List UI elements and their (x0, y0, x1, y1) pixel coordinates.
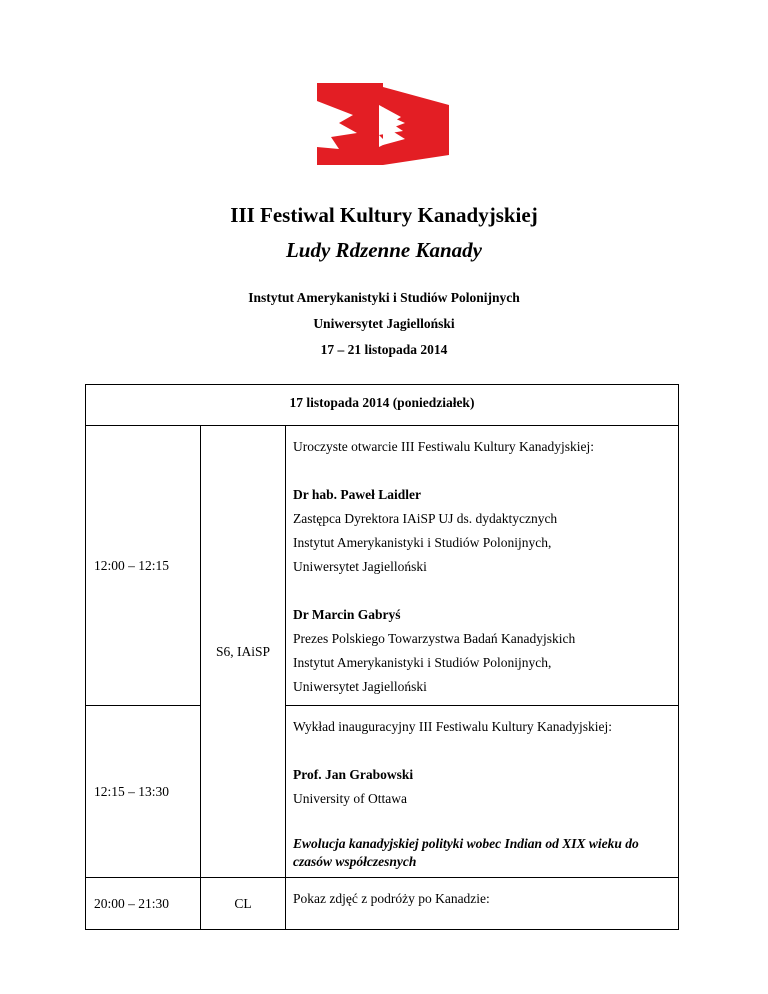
day-heading-row (86, 385, 679, 426)
event-description (286, 706, 679, 878)
table-row (86, 426, 679, 706)
university-name: Uniwersytet Jagielloński (313, 316, 455, 331)
festival-dates: 17 – 21 listopada 2014 (320, 342, 448, 357)
program-table (85, 384, 679, 930)
time-slot: 12:00 – 12:15 (86, 426, 201, 706)
institute-name: Instytut Amerykanistyki i Studiów Polonijnych (248, 290, 520, 305)
event-intro: Wykład inauguracyjny III Festiwalu Kultury Kanadyjskiej: (293, 719, 612, 734)
time-slot: 12:15 – 13:30 (86, 706, 201, 878)
table-row (86, 706, 679, 878)
festival-logo (317, 83, 449, 165)
speaker-institute: Instytut Amerykanistyki i Studiów Polonijnych, (293, 655, 552, 670)
event-intro: Uroczyste otwarcie III Festiwalu Kultury Kanadyjskiej: (293, 439, 595, 454)
festival-title: III Festiwal Kultury Kanadyjskiej (230, 203, 538, 227)
speaker-affiliation: University of Ottawa (293, 791, 407, 806)
table-row (86, 878, 679, 930)
day-heading: 17 listopada 2014 (poniedziałek) (86, 385, 679, 426)
speaker-role: Zastępca Dyrektora IAiSP UJ ds. dydaktycznych (293, 511, 558, 526)
speaker-university: Uniwersytet Jagielloński (293, 559, 427, 574)
event-description (286, 878, 679, 930)
room-cell: CL (201, 878, 286, 930)
speaker-name: Dr hab. Paweł Laidler (293, 487, 421, 502)
room-cell: S6, IAiSP (201, 426, 286, 878)
speaker-institute: Instytut Amerykanistyki i Studiów Polonijnych, (293, 535, 552, 550)
event-intro: Pokaz zdjęć z podróży po Kanadzie: (293, 891, 490, 906)
speaker-university: Uniwersytet Jagielloński (293, 679, 427, 694)
speaker-role: Prezes Polskiego Towarzystwa Badań Kanadyjskich (293, 631, 576, 646)
time-slot: 20:00 – 21:30 (86, 878, 201, 930)
speaker-name: Dr Marcin Gabryś (293, 607, 401, 622)
speaker-name: Prof. Jan Grabowski (293, 767, 414, 782)
lecture-title: Ewolucja kanadyjskiej polityki wobec Indian od XIX wieku do czasów współczesnych (293, 836, 639, 869)
event-description (286, 426, 679, 706)
festival-subtitle: Ludy Rdzenne Kanady (285, 238, 482, 262)
